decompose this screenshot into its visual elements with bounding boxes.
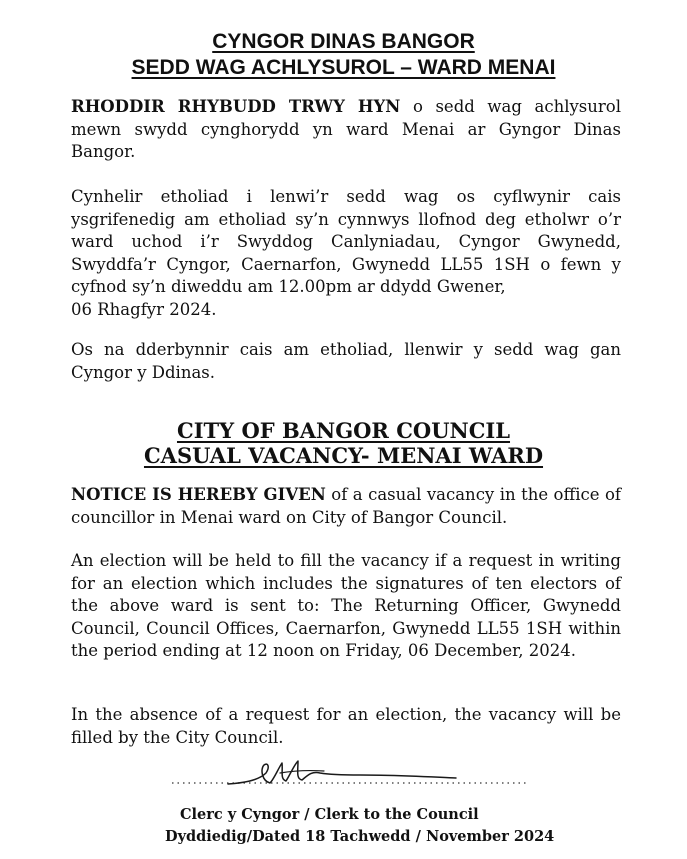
welsh-title-council: CYNGOR DINAS BANGOR [212,30,475,53]
english-title-council: CITY OF BANGOR COUNCIL [176,418,511,443]
english-absence-paragraph: In the absence of a request for an election, the vacancy will be filled by the City Council. [71,705,621,747]
english-election-paragraph: An election will be held to fill the vacancy if a request in writing for an election which includes the signatures of ten electors of the above ward is sent to: The Returning Officer, Gwynedd Council, Council Offices, Caernarfon, Gwynedd LL55 1SH within the period ending at 12 noon on Friday, 06 December, 2024. [71,551,621,660]
welsh-notice-lead: RHODDIR RHYBUDD TRWY HYN [71,97,401,116]
signature-image [170,757,530,789]
welsh-notice-text: o sedd wag achlysurol mewn swydd cynghorydd yn ward Menai ar Gyngor Dinas Bangor. [71,97,621,161]
welsh-election-paragraph [71,186,621,321]
signature-scrawl [228,761,456,784]
english-title-vacancy: CASUAL VACANCY- MENAI WARD [143,443,544,468]
english-notice-paragraph [71,484,621,529]
dated-line: Dyddiedig/Dated 18 Tachwedd / November 2024 [165,828,555,845]
welsh-election-text: Cynhelir etholiad i lenwi’r sedd wag os cyflwynir cais ysgrifenedig am etholiad sy’n cynnwys llofnod deg etholwr o’r ward uchod i’r Swyddog Canlyniadau, Cyngor Gwynedd, Swyddfa’r Cyngor, Caernarfon, Gwynedd LL55 1SH o fewn y cyfnod sy’n diweddu am 12.00pm ar ddydd Gwener, [71,187,621,296]
english-notice-text: of a casual vacancy in the office of councillor in Menai ward on City of Bangor Council. [71,485,621,527]
clerk-title: Clerc y Cyngor / Clerk to the Council [180,806,479,823]
welsh-absence-paragraph: Os na dderbynnir cais am etholiad, llenwir y sedd wag gan Cyngor y Ddinas. [71,340,621,382]
welsh-notice-paragraph [71,96,621,164]
welsh-election-date: 06 Rhagfyr 2024. [71,299,217,319]
english-notice-lead: NOTICE IS HEREBY GIVEN [71,485,326,504]
welsh-title-vacancy: SEDD WAG ACHLYSUROL – WARD MENAI [131,56,556,79]
